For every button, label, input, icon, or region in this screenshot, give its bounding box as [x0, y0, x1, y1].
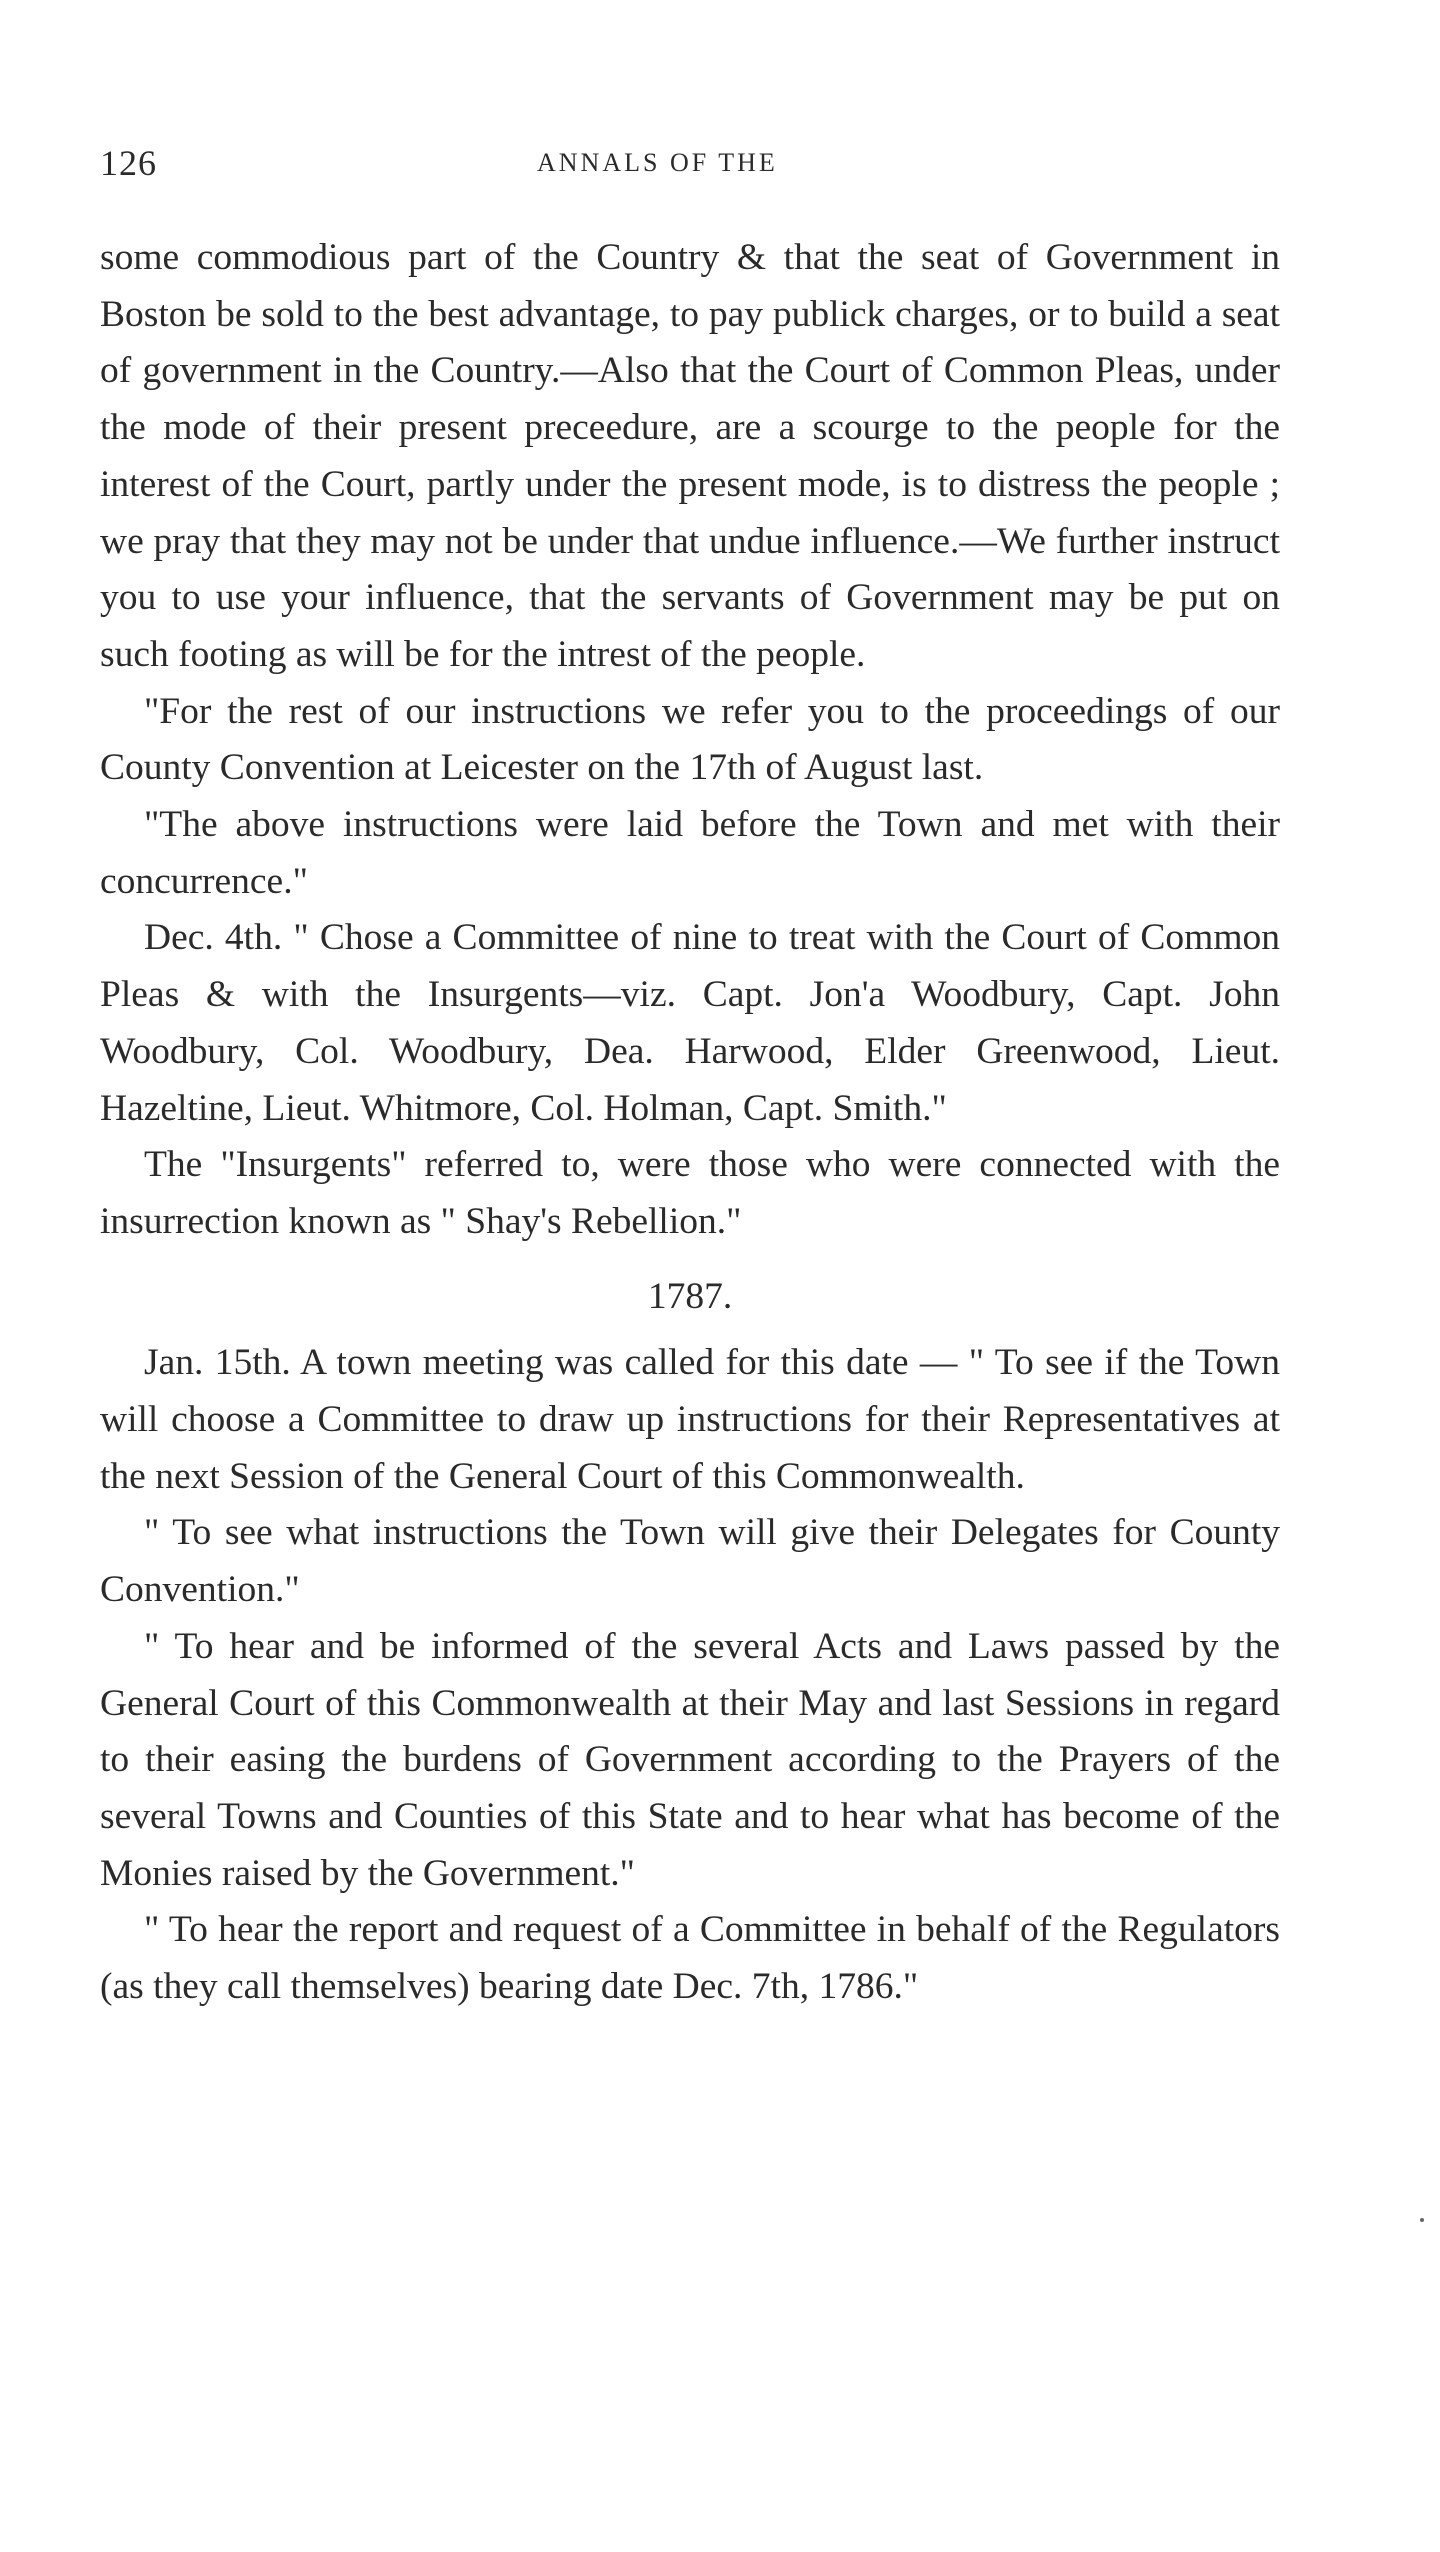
page-header — [100, 142, 1280, 192]
running-head: ANNALS OF THE — [537, 148, 778, 177]
paragraph-regulators: " To hear the report and request of a Committee in behalf of the Regulators (as they call themselves) bearing date Dec. 7th, 1786." — [100, 1909, 1280, 2008]
year-heading: 1787. — [647, 1275, 733, 1317]
body-text — [100, 230, 1280, 2016]
paragraph-jan-meeting: Jan. 15th. A town meeting was called for this date — " To see if the Town will choose a Committee to draw up instructions for their Representatives at the next Session of the General Court of this Commonwealth. — [100, 1342, 1280, 1497]
page-number: 126 — [100, 143, 157, 183]
paragraph-instructions-reference: "For the rest of our instructions we refer you to the proceedings of our County Convention at Leicester on the 17th of August last. — [100, 690, 1280, 789]
paragraph-delegates: " To see what instructions the Town will give their Delegates for County Convention." — [100, 1512, 1280, 1611]
print-speck — [1420, 2218, 1424, 2222]
paragraph-continuation: some commodious part of the Country & that the seat of Government in Boston be sold to the best advantage, to pay publick charges, or to build a seat of government in the Country.—Also that the Court of Common Pleas, under the mode of their present preceedure, are a scourge to the people for the interest of the Court, partly under the present mode, is to distress the people ; we pray that they may not be under that undue influence.—We further instruct you to use your influence, that the servants of Government may be put on such footing as will be for the intrest of the people. — [100, 237, 1280, 675]
paragraph-insurgents-note: The "Insurgents" referred to, were those who were connected with the insurrection known as " Shay's Rebellion." — [100, 1144, 1280, 1242]
paragraph-acts-and-laws: " To hear and be informed of the several Acts and Laws passed by the General Court of this Commonwealth at their May and last Sessions in regard to their easing the burdens of Government according to the Prayers of the several Towns and Counties of this State and to hear what has become of the Monies raised by the Government." — [100, 1625, 1280, 1894]
paragraph-dec-committee: Dec. 4th. " Chose a Committee of nine to treat with the Court of Common Pleas & with the Insurgents—viz. Capt. Jon'a Woodbury, Capt. John Woodbury, Col. Woodbury, Dea. Harwood, Elder Greenwood, Lieut. Hazeltine, Lieut. Whitmore, Col. Holman, Capt. Smith." — [100, 917, 1280, 1129]
paragraph-concurrence: "The above instructions were laid before the Town and met with their concurrence." — [100, 804, 1280, 902]
